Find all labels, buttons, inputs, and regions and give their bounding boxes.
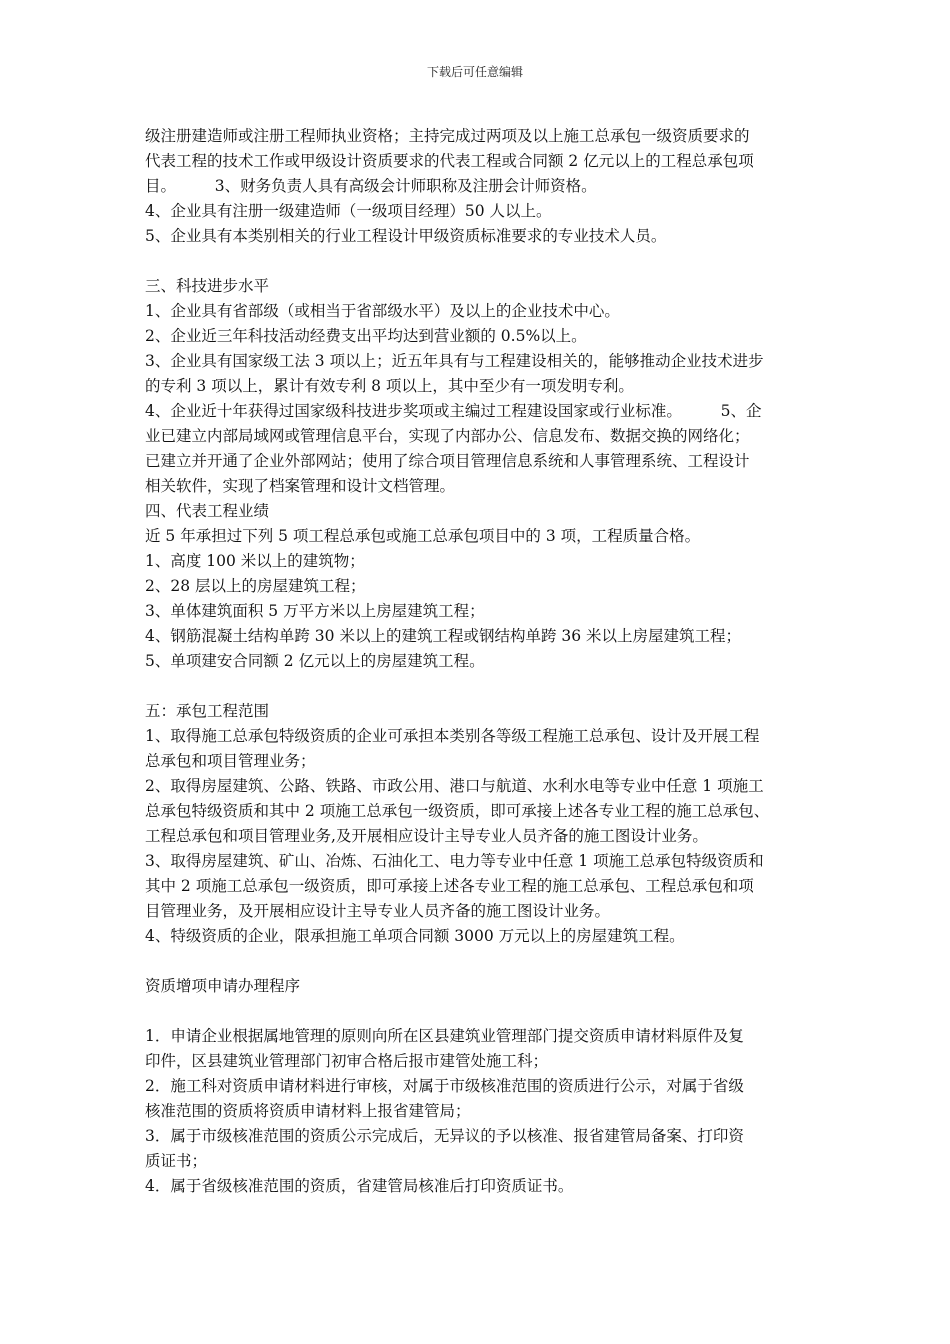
text-line: 4、特级资质的企业，限承担施工单项合同额 3000 万元以上的房屋建筑工程。: [145, 927, 685, 945]
document-body: [145, 124, 813, 1199]
text-line: 代表工程的技术工作或甲级设计资质要求的代表工程或合同额 2 亿元以上的工程总承包项: [145, 152, 754, 170]
text-line: 印件，区县建筑业管理部门初审合格后报市建管处施工科；: [145, 1052, 549, 1070]
text-line: 业已建立内部局域网或管理信息平台，实现了内部办公、信息发布、数据交换的网络化；: [145, 427, 750, 445]
text-line: 五：承包工程范围: [145, 702, 270, 720]
text-line: 已建立并开通了企业外部网站；使用了综合项目管理信息系统和人事管理系统、工程设计: [145, 452, 750, 470]
text-line: 4、企业具有注册一级建造师（一级项目经理）50 人以上。: [145, 202, 552, 220]
page-header: 下载后可任意编辑: [426, 65, 523, 79]
text-line: 级注册建造师或注册工程师执业资格；主持完成过两项及以上施工总承包一级资质要求的: [145, 127, 750, 145]
text-line: 5、企业具有本类别相关的行业工程设计甲级资质标准要求的专业技术人员。: [145, 227, 667, 245]
blank-line: [145, 949, 813, 974]
text-line: 5、单项建安合同额 2 亿元以上的房屋建筑工程。: [145, 652, 485, 670]
text-line: 2、28 层以上的房屋建筑工程；: [145, 577, 366, 595]
text-line: 总承包特级资质和其中 2 项施工总承包一级资质，即可承接上述各专业工程的施工总承包、: [145, 802, 770, 820]
text-line: 的专利 3 项以上，累计有效专利 8 项以上，其中至少有一项发明专利。: [145, 377, 634, 395]
text-line: 其中 2 项施工总承包一级资质，即可承接上述各专业工程的施工总承包、工程总承包和项: [145, 877, 754, 895]
text-line: 2．施工科对资质申请材料进行审核，对属于市级核准范围的资质进行公示，对属于省级: [145, 1077, 744, 1095]
text-line: 资质增项申请办理程序: [145, 977, 301, 995]
text-line: 目。 3、财务负责人具有高级会计师职称及注册会计师资格。: [145, 177, 597, 195]
text-line: 4、钢筋混凝土结构单跨 30 米以上的建筑工程或钢结构单跨 36 米以上房屋建筑工程；: [145, 627, 742, 645]
text-line: 质证书；: [145, 1152, 208, 1170]
text-line: 1、取得施工总承包特级资质的企业可承担本类别各等级工程施工总承包、设计及开展工程: [145, 727, 760, 745]
text-line: 近 5 年承担过下列 5 项工程总承包或施工总承包项目中的 3 项，工程质量合格。: [145, 527, 701, 545]
blank-line: [145, 249, 813, 274]
text-line: 4、企业近十年获得过国家级科技进步奖项或主编过工程建设国家或行业标准。 5、企: [145, 402, 762, 420]
text-line: 3、企业具有国家级工法 3 项以上；近五年具有与工程建设相关的，能够推动企业技术进步: [145, 352, 764, 370]
blank-line: [145, 999, 813, 1024]
text-line: 相关软件，实现了档案管理和设计文档管理。: [145, 477, 456, 495]
text-line: 四、代表工程业绩: [145, 502, 270, 520]
text-line: 4．属于省级核准范围的资质，省建管局核准后打印资质证书。: [145, 1177, 574, 1195]
text-line: 3、取得房屋建筑、矿山、冶炼、石油化工、电力等专业中任意 1 项施工总承包特级资质和: [145, 852, 764, 870]
text-line: 总承包和项目管理业务；: [145, 752, 316, 770]
text-line: 工程总承包和项目管理业务,及开展相应设计主导专业人员齐备的施工图设计业务。: [145, 827, 708, 845]
text-line: 2、取得房屋建筑、公路、铁路、市政公用、港口与航道、水利水电等专业中任意 1 项施工: [145, 777, 764, 795]
text-line: 核准范围的资质将资质申请材料上报省建管局；: [145, 1102, 471, 1120]
text-line: 1．申请企业根据属地管理的原则向所在区县建筑业管理部门提交资质申请材料原件及复: [145, 1027, 744, 1045]
text-line: 2、企业近三年科技活动经费支出平均达到营业额的 0.5%以上。: [145, 327, 587, 345]
text-line: 1、高度 100 米以上的建筑物；: [145, 552, 365, 570]
blank-line: [145, 674, 813, 699]
text-line: 3．属于市级核准范围的资质公示完成后，无异议的予以核准、报省建管局备案、打印资: [145, 1127, 744, 1145]
text-line: 三、科技进步水平: [145, 277, 270, 295]
text-line: 1、企业具有省部级（或相当于省部级水平）及以上的企业技术中心。: [145, 302, 620, 320]
text-line: 3、单体建筑面积 5 万平方米以上房屋建筑工程；: [145, 602, 485, 620]
text-line: 目管理业务，及开展相应设计主导专业人员齐备的施工图设计业务。: [145, 902, 611, 920]
